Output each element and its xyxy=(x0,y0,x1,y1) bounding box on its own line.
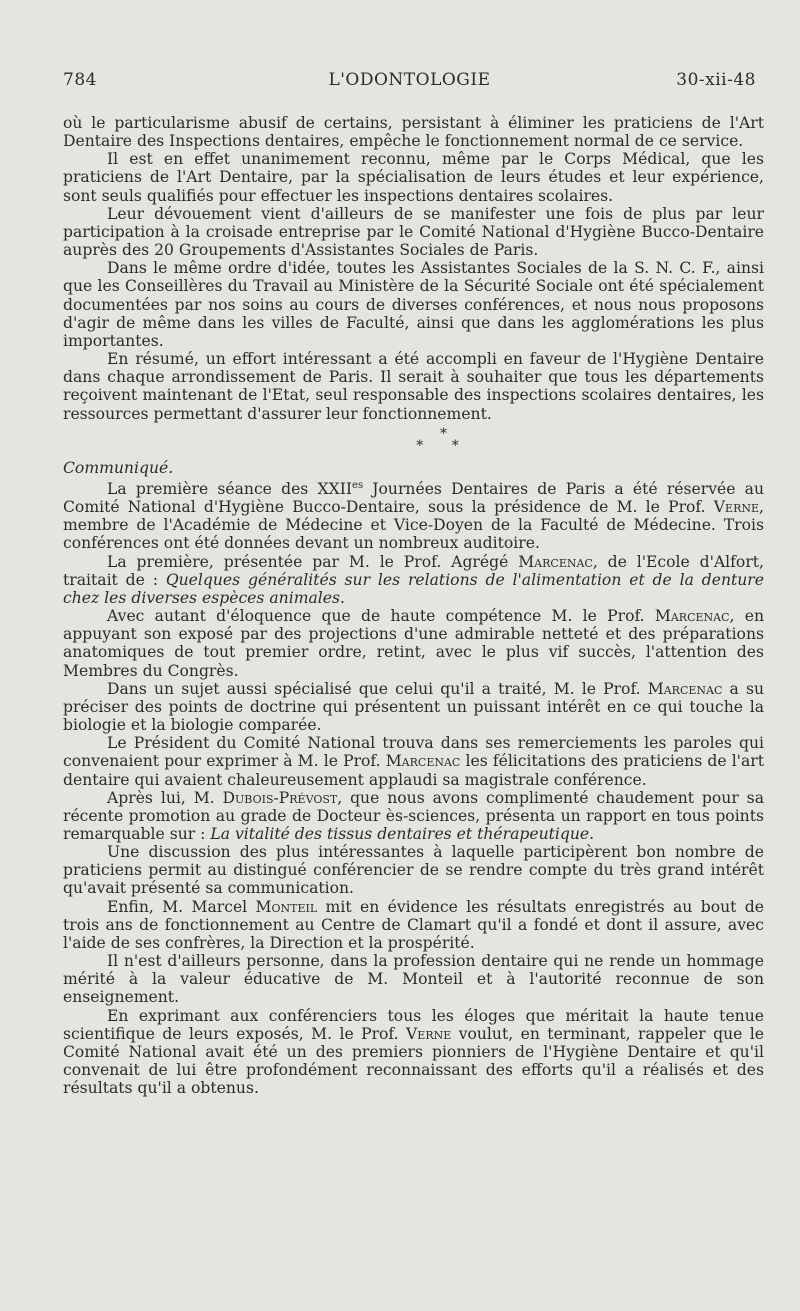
person-name: Marcenac xyxy=(518,552,593,571)
paragraph-8: Avec autant d'éloquence que de haute compétence M. le Prof. Marcenac, en appuyant son exposé par des projections d'une admirable netteté et des préparations anatomiques de tout premier ordre, retint, avec le plus vif succès, l'attention des Membres du Congrès. xyxy=(63,607,764,680)
lecture-title: La vitalité des tissus dentaires et thérapeutique xyxy=(210,824,590,843)
person-name: Verne xyxy=(406,1024,452,1043)
paragraph-3: Leur dévouement vient d'ailleurs de se manifester une fois de plus par leur participation à la croisade entreprise par le Comité National d'Hygiène Bucco-Dentaire auprès des 20 Groupements d'Assistantes Sociales de Paris. xyxy=(63,204,764,260)
paragraph-14: Il n'est d'ailleurs personne, dans la profession dentaire qui ne rende un hommage mérité à la valeur éducative de M. Monteil et à l'autorité reconnue de son enseignement. xyxy=(63,952,764,1007)
page-number: 784 xyxy=(63,70,97,90)
paragraph-4: Dans le même ordre d'idée, toutes les Assistantes Sociales de la S. N. C. F., ainsi que les Conseillères du Travail au Ministère de la Sécurité Sociale ont été spécialement documentées par nos soins au cours de diverses conférences, et nous nous proposons d'agir de même dans les villes de Faculté, ainsi que dans les agglomérations les plus importantes. xyxy=(63,259,764,350)
person-name: Verne xyxy=(713,498,760,517)
lecture-title: Quelques généralités sur les relations de l'alimentation et de la denture chez les diverses espèces animales xyxy=(63,570,764,607)
paragraph-9: Dans un sujet aussi spécialisé que celui qu'il a traité, M. le Prof. Marcenac a su préciser des points de doctrine qui présentent un puissant intérêt en ce qui touche la biologie et la biologie comparée. xyxy=(63,679,764,735)
separator-star-top: * xyxy=(440,425,447,442)
paragraph-5: En résumé, un effort intéressant a été accompli en faveur de l'Hygiène Dentaire dans chaque arrondissement de Paris. Il serait à souhaiter que tous les départements reçoivent maintenant de l'Etat, seul responsable des inspections scolaires dentaires, les ressources permettant d'assurer leur fonctionnement. xyxy=(63,350,764,423)
section-separator xyxy=(123,423,764,459)
paragraph-2: Il est en effet unanimement reconnu, même par le Corps Médical, que les praticiens de l'Art Dentaire, par la spécialisation de leurs études et leur expérience, sont seuls qualifiés pour effectuer les inspections dentaires scolaires. xyxy=(63,150,764,205)
paragraph-13: Enfin, M. Marcel Monteil mit en évidence les résultats enregistrés au bout de trois ans de fonctionnement au Centre de Clamart qu'il a fondé et dont il assure, avec l'aide de ses confrères, la Direction et la prospérité. xyxy=(63,897,764,952)
section-title: Communiqué. xyxy=(63,458,174,477)
paragraph-15: En exprimant aux conférenciers tous les éloges que méritait la haute tenue scientifique de leurs exposés, M. le Prof. Verne voulut, en terminant, rappeler que le Comité National avait été un des premiers pionniers de l'Hygiène Dentaire et qu'il convenait de lui être profondément reconnaissant des efforts qu'il a réalisés et des résultats qu'il a obtenus. xyxy=(63,1006,764,1098)
issue-date: 30-xii-48 xyxy=(676,70,756,90)
separator-stars-bottom: * * xyxy=(416,437,471,454)
person-name: Marcenac xyxy=(385,752,461,771)
journal-title: L'ODONTOLOGIE xyxy=(328,70,491,90)
paragraph-6: La première séance des $XXII^{es}$ Journées Dentaires de Paris a été réservée au Comité National d'Hygiène Bucco-Dentaire, sous la présidence de M. le Prof. Verne, membre de l'Académie de Médecine et Vice-Doyen de la Faculté de Médecine. Trois conférences ont été données devant un nombreux auditoire. xyxy=(63,479,764,553)
paragraph-10: Le Président du Comité National trouva dans ses remerciements les paroles qui convenaient pour exprimer à M. le Prof. Marcenac les félicitations des praticiens de l'art dentaire qui avaient chaleureusement applaudi sa magistrale conférence. xyxy=(63,734,764,789)
paragraph-1: où le particularisme abusif de certains, persistant à éliminer les praticiens de l'Art Dentaire des Inspections dentaires, empêche le fonctionnement normal de ce service. xyxy=(63,114,764,151)
person-name: Monteil xyxy=(255,897,318,916)
person-name: Dubois-Prévost xyxy=(222,788,338,807)
paragraph-11: Après lui, M. Dubois-Prévost, que nous avons complimenté chaudement pour sa récente promotion au grade de Docteur ès-sciences, présenta un rapport en tous points remarquable sur : La vitalité des tissus dentaires et thérapeutique. xyxy=(63,788,764,843)
person-name: Marcenac xyxy=(647,679,723,698)
article-body xyxy=(63,114,764,1097)
paragraph-7: La première, présentée par M. le Prof. Agrégé Marcenac, de l'Ecole d'Alfort, traitait de : Quelques généralités sur les relations de l'alimentation et de la denture chez les diverses espèces animales. xyxy=(63,552,764,607)
person-name: Marcenac xyxy=(654,607,730,626)
running-header xyxy=(63,70,756,92)
paragraph-12: Une discussion des plus intéressantes à laquelle participèrent bon nombre de praticiens permit au distingué conférencier de se rendre compte du très grand intérêt qu'avait présenté sa communication. xyxy=(63,843,764,898)
